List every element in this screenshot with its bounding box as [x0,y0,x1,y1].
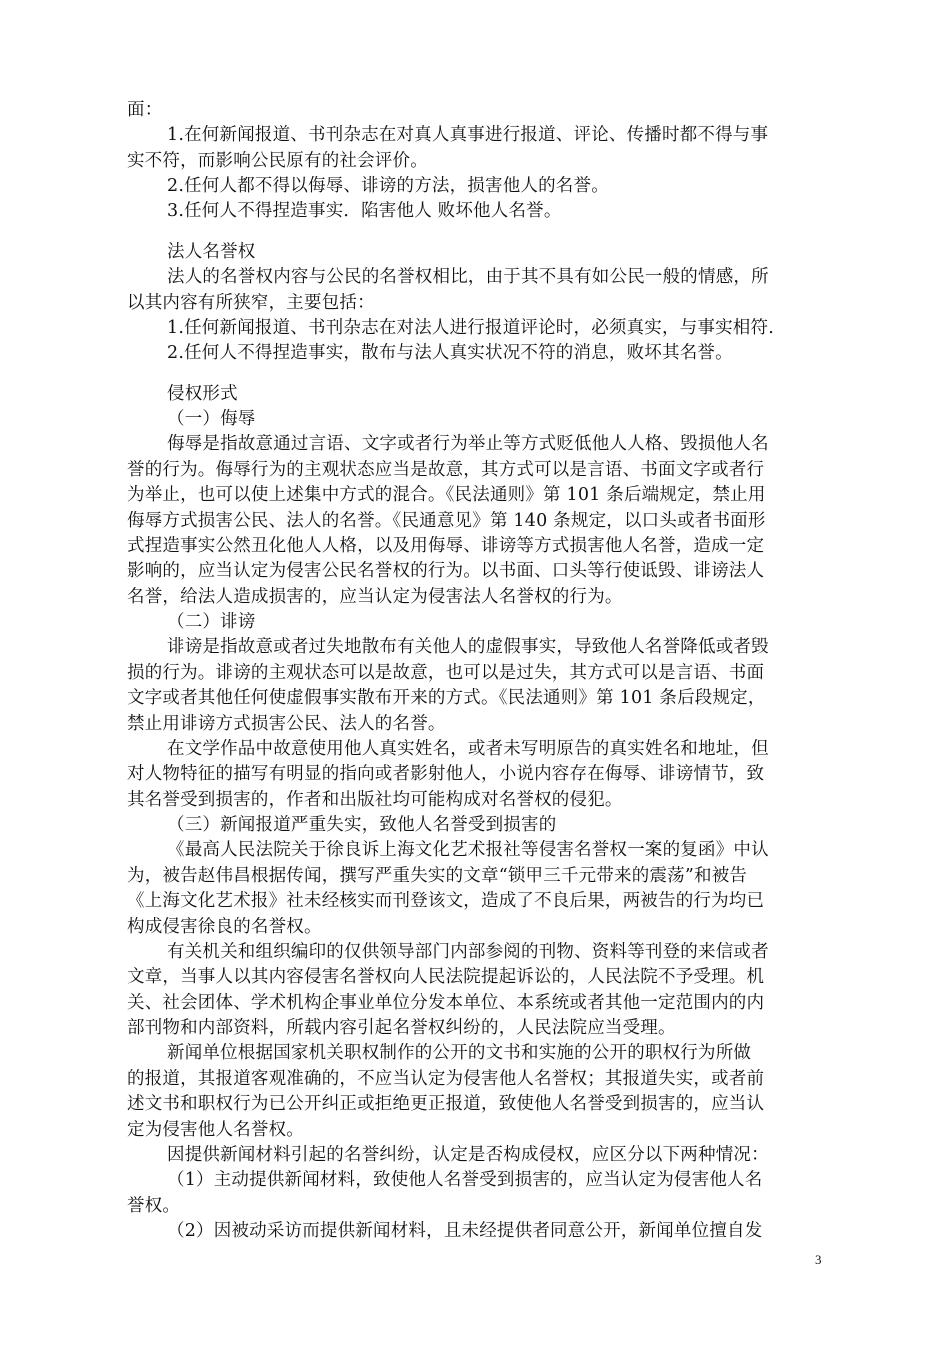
text-line: 1.在何新闻报道、书刊杂志在对真人真事进行报道、评论、传播时都不得与事 [167,125,769,145]
text-line: 2.任何人不得捏造事实，散布与法人真实状况不符的消息，败坏其名誉。 [167,343,733,363]
text-line: 诽谤是指故意或者过失地散布有关他人的虚假事实，导致他人名誉降低或者毁 [167,637,769,657]
text-line: 2.任何人都不得以侮辱、诽谤的方法，损害他人的名誉。 [167,176,609,196]
page-number: 3 [815,1252,822,1267]
sub-heading: （三）新闻报道严重失实，致他人名誉受到损害的 [167,815,557,835]
text-line: 文章，当事人以其内容侵害名誉权向人民法院提起诉讼的，人民法院不予受理。机 [127,967,765,987]
text-line: 述文书和职权行为已公开纠正或拒绝更正报道，致使他人名誉受到损害的，应当认 [127,1094,765,1114]
section-heading: 法人名誉权 [167,242,256,262]
text-line: 禁止用诽谤方式损害公民、法人的名誉。 [127,714,446,734]
sub-heading: （一）侮辱 [167,409,256,429]
text-line: （2）因被动采访而提供新闻材料，且未经提供者同意公开，新闻单位擅自发 [167,1221,763,1241]
sub-heading: （二）诽谤 [167,612,256,632]
text-line: 侮辱是指故意通过言语、文字或者行为举止等方式贬低他人人格、毁损他人名 [167,434,769,454]
text-line: 《上海文化艺术报》社未经核实而刊登该文，造成了不良后果，两被告的行为均已 [127,891,765,911]
text-line: 损的行为。诽谤的主观状态可以是故意，也可以是过失，其方式可以是言语、书面 [127,663,765,683]
text-line: 名誉，给法人造成损害的，应当认定为侵害法人名誉权的行为。 [127,587,623,607]
text-line: 文字或者其他任何使虚假事实散布开来的方式。《民法通则》第 101 条后段规定， [127,688,766,708]
text-line: 侮辱方式损害公民、法人的名誉。《民通意见》第 140 条规定，以口头或者书面形 [127,511,766,531]
text-line: 构成侵害徐良的名誉权。 [127,917,322,937]
text-line: 实不符，而影响公民原有的社会评价。 [127,151,428,171]
text-line: （1）主动提供新闻材料，致使他人名誉受到损害的，应当认定为侵害他人名 [167,1170,763,1190]
text-line: 3.任何人不得捏造事实．陷害他人 败坏他人名誉。 [167,201,562,221]
text-line: 影响的，应当认定为侵害公民名誉权的行为。以书面、口头等行使诋毁、诽谤法人 [127,561,765,581]
text-line: 有关机关和组织编印的仅供领导部门内部参阅的刊物、资料等刊登的来信或者 [167,942,769,962]
text-line: 在文学作品中故意使用他人真实姓名，或者未写明原告的真实姓名和地址，但 [167,739,769,759]
text-line: 式捏造事实公然丑化他人人格，以及用侮辱、诽谤等方式损害他人名誉，造成一定 [127,536,765,556]
text-line: 誉权。 [127,1196,181,1216]
text-line: 《最高人民法院关于徐良诉上海文化艺术报社等侵害名誉权一案的复函》中认 [167,840,769,860]
text-line: 因提供新闻材料引起的名誉纠纷，认定是否构成侵权，应区分以下两种情况： [167,1145,769,1165]
text-line: 对人物特征的描写有明显的指向或者影射他人，小说内容存在侮辱、诽谤情节，致 [127,764,765,784]
text-line: 其名誉受到损害的，作者和出版社均可能构成对名誉权的侵犯。 [127,790,623,810]
section-heading: 侵权形式 [167,384,238,404]
text-line: 部刊物和内部资料，所载内容引起名誉权纠纷的，人民法院应当受理。 [127,1018,676,1038]
text-line: 以其内容有所狭窄，主要包括： [127,293,375,313]
text-line: 定为侵害他人名誉权。 [127,1120,304,1140]
text-line: 新闻单位根据国家机关职权制作的公开的文书和实施的公开的职权行为所做 [167,1043,752,1063]
text-line: 关、社会团体、学术机构企事业单位分发本单位、本系统或者其他一定范围内的内 [127,993,765,1013]
text-line: 为，被告赵伟昌根据传闻，撰写严重失实的文章“锁甲三千元带来的震荡”和被告 [127,866,748,886]
text-line: 法人的名誉权内容与公民的名誉权相比，由于其不具有如公民一般的情感，所 [167,267,769,287]
text-line: 为举止，也可以使上述集中方式的混合。《民法通则》第 101 条后端规定，禁止用 [127,485,766,505]
text-line: 的报道，其报道客观准确的，不应当认定为侵害他人名誉权；其报道失实，或者前 [127,1069,765,1089]
text-line: 誉的行为。侮辱行为的主观状态应当是故意，其方式可以是言语、书面文字或者行 [127,460,765,480]
text-line: 1.任何新闻报道、书刊杂志在对法人进行报道评论时，必须真实，与事实相符. [167,318,774,338]
text-line: 面： [127,100,163,120]
